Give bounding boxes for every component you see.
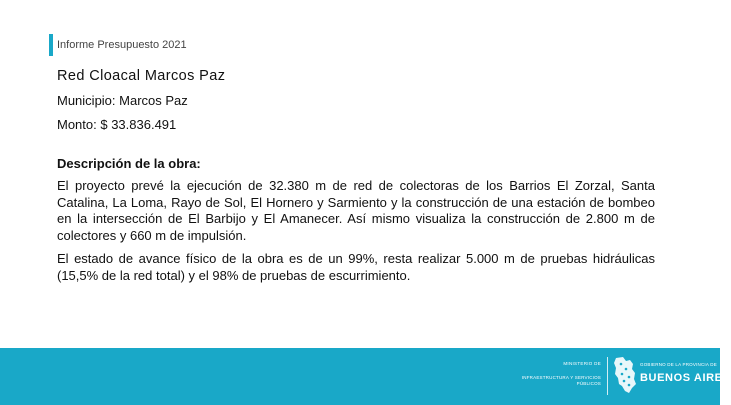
province-map-icon (612, 355, 638, 395)
header-accent-bar (49, 34, 53, 56)
status-paragraph: El estado de avance físico de la obra es de un 99%, resta realizar 5.000 m de pruebas hidráulicas (15,5% de la red total) y el 98% de pruebas de escurrimiento. (57, 251, 655, 283)
project-title: Red Cloacal Marcos Paz (57, 68, 226, 84)
footer-divider (607, 357, 608, 395)
ministry-logo (497, 361, 601, 387)
gov-line1: GOBIERNO DE LA PROVINCIA DE (640, 362, 717, 367)
gov-name: BUENOS AIRES (640, 372, 731, 384)
header-label: Informe Presupuesto 2021 (57, 39, 187, 51)
project-content (57, 66, 655, 284)
municipio-line: Municipio: Marcos Paz (57, 93, 188, 108)
government-logo (640, 362, 731, 384)
monto-line: Monto: $ 33.836.491 (57, 117, 177, 132)
description-heading: Descripción de la obra: (57, 156, 201, 171)
description-paragraph: El proyecto prevé la ejecución de 32.380 m de red de colectoras de los Barrios El Zorzal, Santa Catalina, La Loma, Rayo de Sol, El Hornero y Sarmiento y la construcción de una estación de bombeo en la intersección de El Barbijo y El Amanecer. Así mismo visualiza la construcción de 2.800 m de colectores y 660 m de impulsión. (57, 178, 655, 243)
ministry-line2: INFRAESTRUCTURA Y SERVICIOS PÚBLICOS (521, 375, 601, 386)
ministry-line1: MINISTERIO DE (563, 361, 601, 366)
